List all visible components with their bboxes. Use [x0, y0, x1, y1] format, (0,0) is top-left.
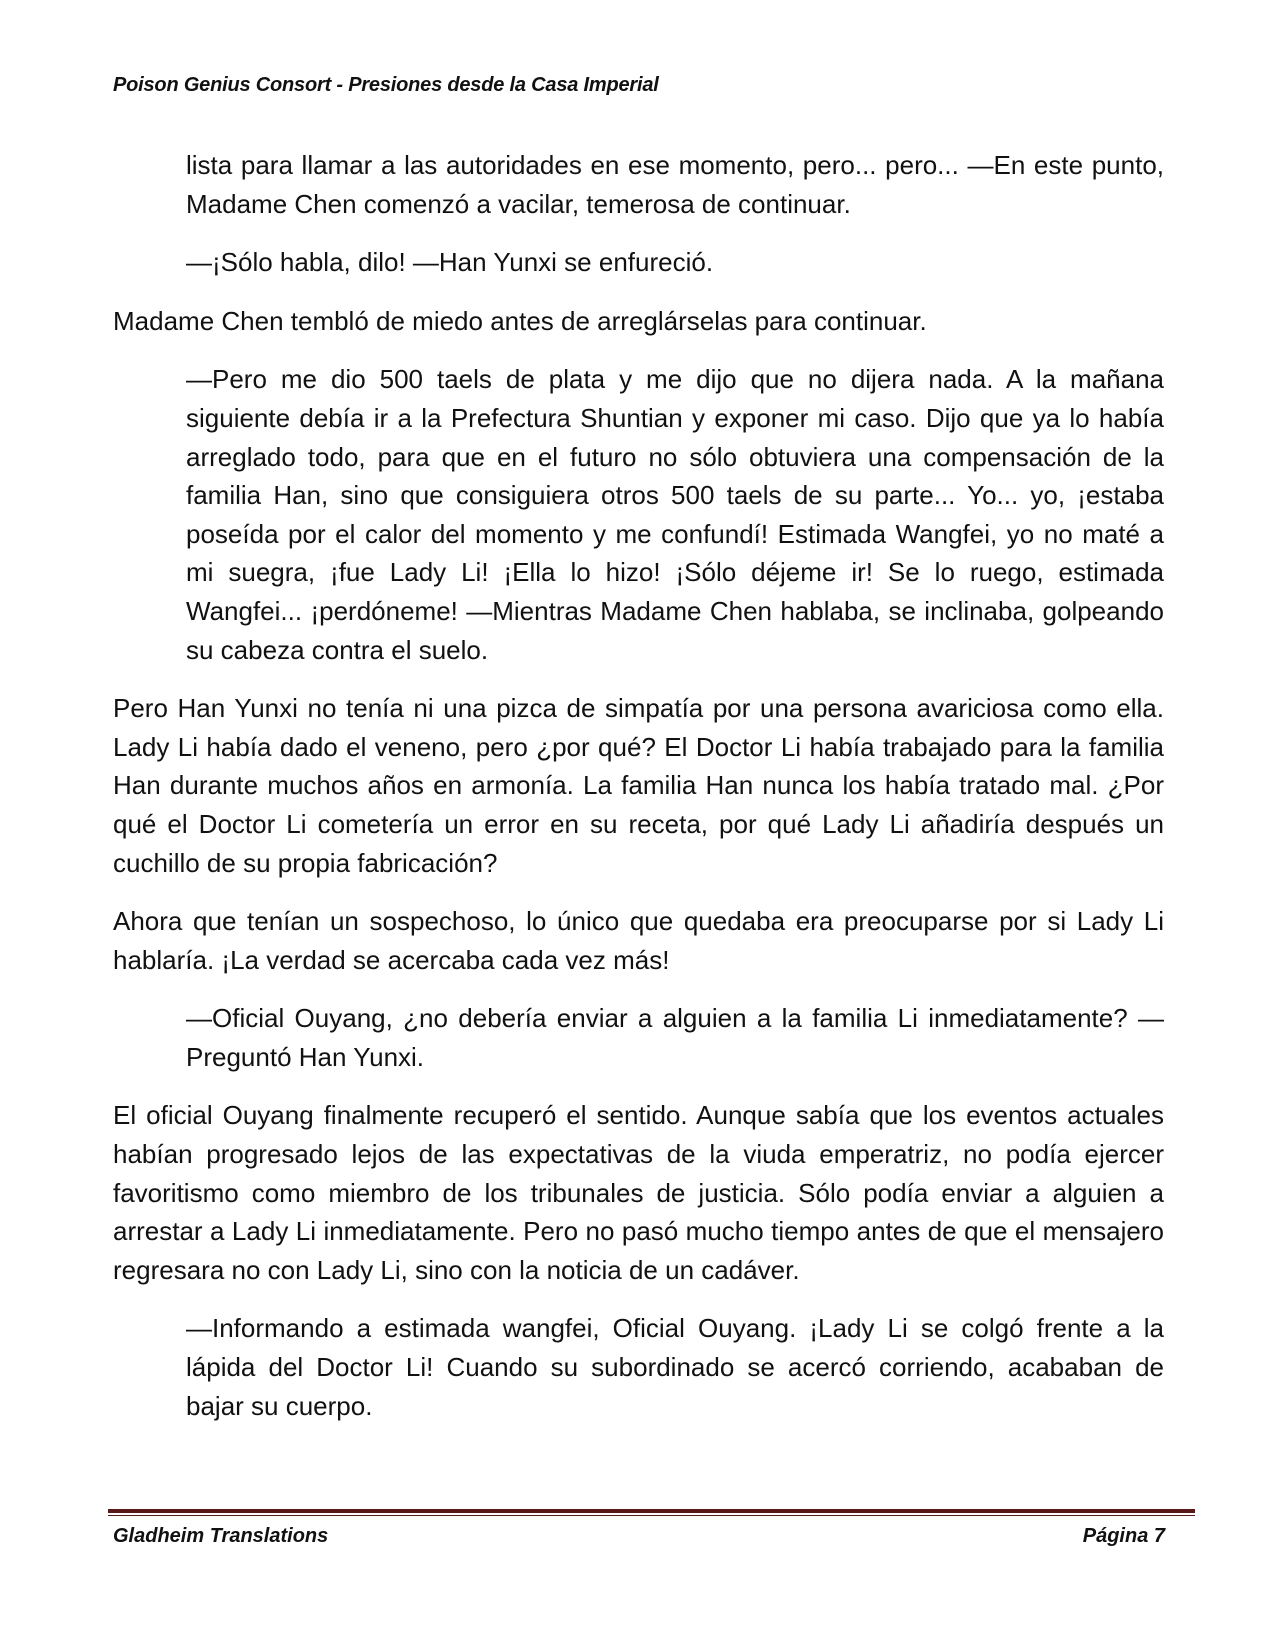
- paragraph-3: Madame Chen tembló de miedo antes de arreglárselas para continuar.: [113, 305, 927, 336]
- footer-divider: [108, 1509, 1195, 1516]
- paragraph-7: —Oficial Ouyang, ¿no debería enviar a alguien a la familia Li inmediatamente? —Preguntó Han Yunxi.: [186, 1003, 1164, 1072]
- paragraph-8: El oficial Ouyang finalmente recuperó el sentido. Aunque sabía que los eventos actuales habían progresado lejos de las expectativas de la viuda emperatriz, no podía ejercer favoritismo como miembro de los tribunales de justicia. Sólo podía enviar a alguien a arrestar a Lady Li inmediatamente. Pero no pasó mucho tiempo antes de que el mensajero regresara no con Lady Li, sino con la noticia de un cadáver.: [113, 1100, 1164, 1285]
- paragraph-5: Pero Han Yunxi no tenía ni una pizca de simpatía por una persona avariciosa como ella. Lady Li había dado el veneno, pero ¿por qué? El Doctor Li había trabajado para la familia Han durante muchos años en armonía. La familia Han nunca los había tratado mal. ¿Por qué el Doctor Li cometería un error en su receta, por qué Lady Li añadiría después un cuchillo de su propia fabricación?: [113, 693, 1164, 878]
- paragraph-2: —¡Sólo habla, dilo! —Han Yunxi se enfureció.: [186, 247, 714, 278]
- header-title: Poison Genius Consort - Presiones desde la Casa Imperial: [113, 74, 659, 96]
- paragraph-9: —Informando a estimada wangfei, Oficial Ouyang. ¡Lady Li se colgó frente a la lápida del Doctor Li! Cuando su subordinado se acercó corriendo, acababan de bajar su cuerpo.: [186, 1313, 1164, 1421]
- footer-divider-thin: [108, 1515, 1195, 1516]
- footer-page-number: Página 7: [1082, 1525, 1165, 1547]
- paragraph-1: lista para llamar a las autoridades en ese momento, pero... pero... —En este punto, Madame Chen comenzó a vacilar, temerosa de continuar.: [186, 150, 1164, 219]
- footer-translator-credit: Gladheim Translations: [113, 1525, 329, 1547]
- body-text: [113, 146, 1164, 1445]
- footer-divider-thick: [108, 1509, 1195, 1513]
- paragraph-6: Ahora que tenían un sospechoso, lo único que quedaba era preocuparse por si Lady Li hablaría. ¡La verdad se acercaba cada vez más!: [113, 906, 1164, 975]
- paragraph-4: —Pero me dio 500 taels de plata y me dijo que no dijera nada. A la mañana siguiente debía ir a la Prefectura Shuntian y exponer mi caso. Dijo que ya lo había arreglado todo, para que en el futuro no sólo obtuviera una compensación de la familia Han, sino que consiguiera otros 500 taels de su parte... Yo... yo, ¡estaba poseída por el calor del momento y me confundí! Estimada Wangfei, yo no maté a mi suegra, ¡fue Lady Li! ¡Ella lo hizo! ¡Sólo déjeme ir! Se lo ruego, estimada Wangfei... ¡perdóneme! —Mientras Madame Chen hablaba, se inclinaba, golpeando su cabeza contra el suelo.: [186, 364, 1164, 665]
